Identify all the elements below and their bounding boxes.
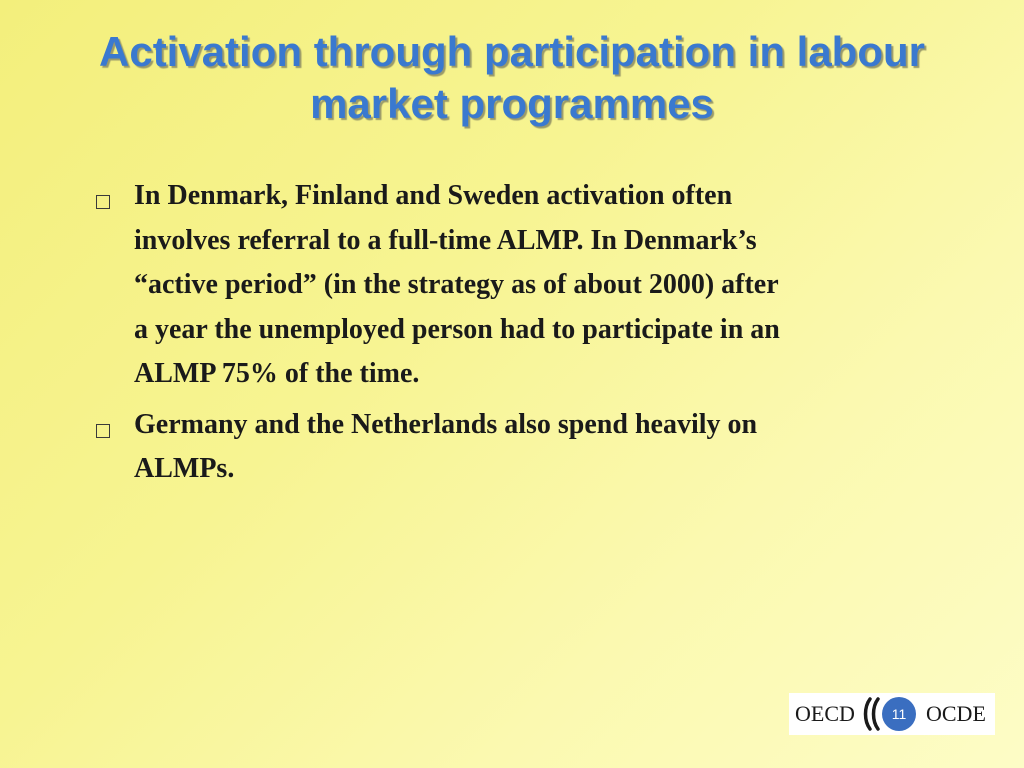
logo-text-ocde: OCDE bbox=[926, 701, 986, 726]
bullet-line: In Denmark, Finland and Sweden activation often bbox=[134, 180, 733, 211]
bullet-line: “active period” (in the strategy as of about 2000) after bbox=[134, 269, 779, 300]
oecd-logo bbox=[789, 693, 995, 735]
bullet-line: ALMP 75% of the time. bbox=[134, 358, 420, 389]
bullet-line: involves referral to a full-time ALMP. In Denmark’s bbox=[134, 224, 757, 256]
square-bullet-icon bbox=[96, 424, 110, 438]
slide-title bbox=[40, 26, 984, 130]
slide-title-line: Activation through participation in labour bbox=[99, 28, 925, 75]
bullet-item bbox=[92, 174, 942, 397]
square-bullet-icon bbox=[96, 195, 110, 209]
slide-title-line: market programmes bbox=[310, 80, 714, 127]
bullet-line: ALMPs. bbox=[134, 453, 235, 484]
page-number-badge: 11 bbox=[882, 697, 916, 731]
bullet-line: Germany and the Netherlands also spend heavily on bbox=[134, 408, 758, 440]
bullet-list bbox=[92, 174, 942, 498]
bullet-item bbox=[92, 403, 942, 492]
logo-text-oecd: OECD bbox=[795, 701, 855, 726]
bullet-line: a year the unemployed person had to participate in an bbox=[134, 313, 780, 345]
double-chevron-icon bbox=[859, 697, 881, 731]
